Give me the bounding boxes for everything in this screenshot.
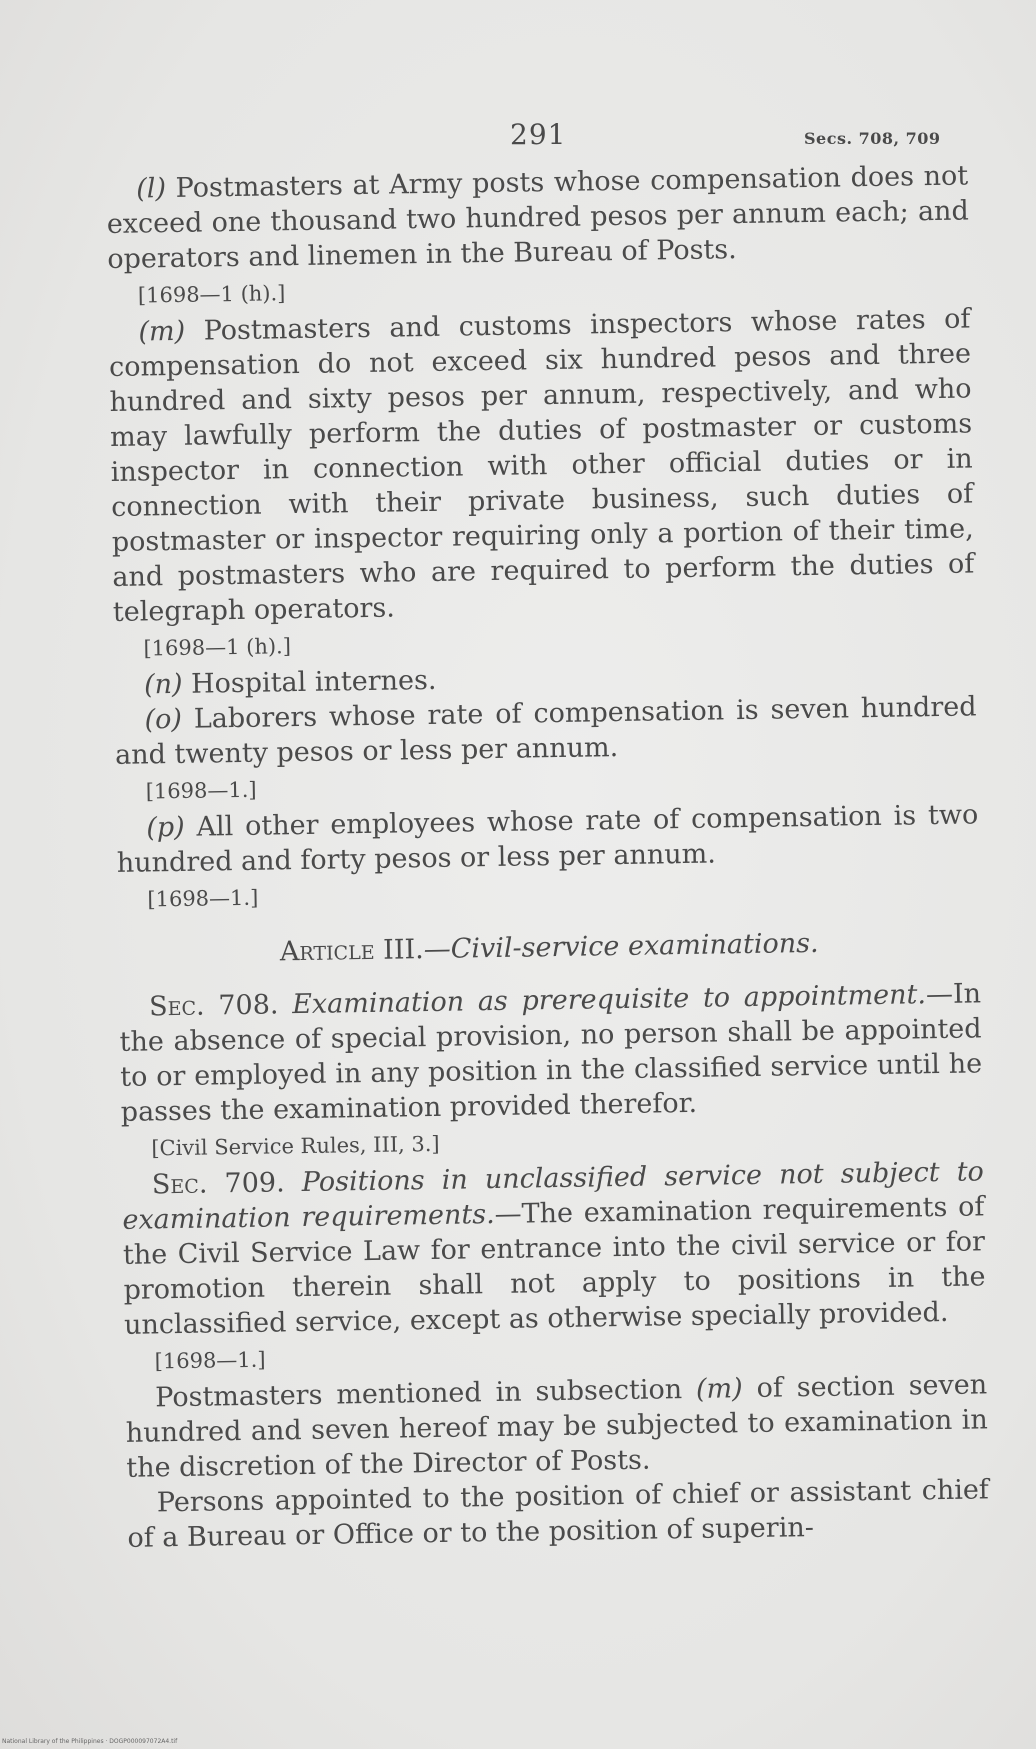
section-text: —In the absence of special provision, no person shall be appointed to or employed in any position in the classified service until he passes the examination provided therefor. — [119, 978, 983, 1128]
scan-source-note: National Library of the Philippines · DOGP000097072A4.tif — [2, 1738, 178, 1745]
section-text: —The examination requirements of the Civil Service Law for entrance into the civil service or for promotion therein shall not apply to positions in the unclassified service, except as otherwise specially provided. — [122, 1191, 986, 1341]
subsection-o — [114, 689, 977, 773]
paragraph-postmasters — [125, 1367, 989, 1486]
paragraph-text: of section seven hundred and seven hereof may be subjected to examination in the discretion of the Director of Posts. — [125, 1369, 988, 1484]
page-number: 291 — [510, 118, 567, 151]
page-body — [106, 158, 990, 1555]
section-label: Sec. 709. — [151, 1167, 285, 1201]
section-title: Positions in unclassified service not subject to examination requirements. — [122, 1156, 985, 1236]
paragraph-persons: Persons appointed to the position of chief or assistant chief of a Bureau or Office or to the position of superin- — [127, 1474, 990, 1554]
subsection-reference: (m) — [695, 1373, 743, 1405]
section-708 — [119, 976, 983, 1130]
article-heading — [118, 923, 980, 972]
citation: [1698—1.] — [145, 777, 257, 804]
subsection-text: Hospital internes. — [190, 664, 437, 700]
subsection-marker: (n) — [143, 668, 183, 701]
section-709 — [122, 1154, 987, 1343]
citation: [1698—1 (h).] — [137, 281, 286, 308]
subsection-marker: (m) — [138, 315, 186, 348]
citation: [Civil Service Rules, III, 3.] — [151, 1131, 440, 1161]
paragraph-text: Postmasters mentioned in subsection — [155, 1374, 683, 1414]
subsection-marker: (o) — [144, 703, 183, 736]
section-label: Sec. 708. — [148, 989, 279, 1023]
subsection-text: All other employees whose rate of compensation is two hundred and forty pesos or less per annum. — [116, 799, 979, 879]
article-label: Article III. — [279, 934, 424, 968]
subsection-text: Postmasters and customs inspectors whose rates of compensation do not exceed six hundred pesos and three hundred and sixty pesos per annum, respectively, and who may lawfully perform the duties of postmaster or customs inspector in connection with other official duties or in connection with their private business, such duties of postmaster or inspector requiring only a portion of their time, and postmasters who are required to perform the duties of telegraph operators. — [108, 303, 975, 628]
subsection-p — [116, 797, 979, 881]
running-header-sections: Secs. 708, 709 — [804, 129, 941, 148]
citation: [1698—1.] — [154, 1347, 266, 1374]
subsection-m — [108, 301, 975, 630]
subsection-text: Postmasters at Army posts whose compensation does not exceed one thousand two hundred pesos per annum each; and operators and linemen in the Bureau of Posts. — [106, 160, 969, 275]
subsection-marker: (l) — [136, 173, 167, 205]
section-title: Examination as prerequisite to appointment. — [291, 979, 927, 1021]
subsection-text: Laborers whose rate of compensation is seven hundred and twenty pesos or less per annum. — [114, 691, 977, 771]
subsection-l — [106, 158, 970, 277]
article-title: —Civil-service examinations. — [423, 927, 819, 966]
citation: [1698—1 (h).] — [143, 634, 292, 661]
citation: [1698—1.] — [147, 885, 259, 912]
subsection-marker: (p) — [146, 811, 185, 844]
